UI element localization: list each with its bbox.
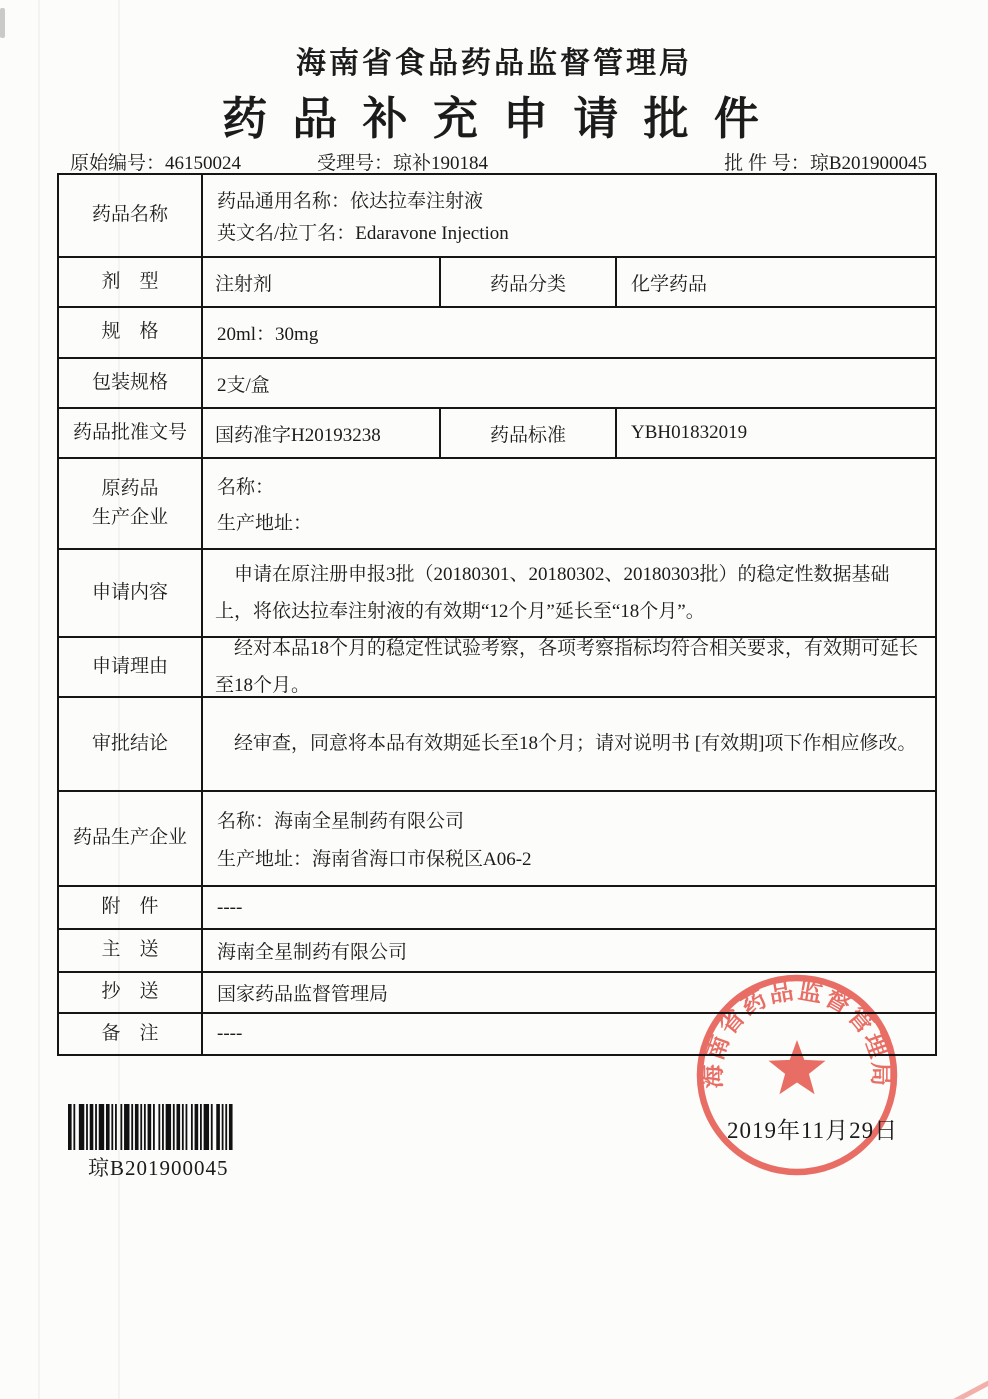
- value-main-send: 海南全星制药有限公司: [217, 942, 408, 963]
- label-attachment: 附 件: [59, 887, 203, 928]
- scan-smudge: [0, 8, 5, 38]
- table-row-specification: [59, 308, 935, 359]
- label-application-reason: 申请理由: [59, 638, 203, 696]
- label-approval-conclusion: 审批结论: [59, 698, 203, 790]
- orig-manufacturer-name: 名称：: [217, 476, 275, 498]
- generic-name: 药品通用名称：依达拉奉注射液: [217, 190, 484, 212]
- label-remark: 备 注: [59, 1014, 203, 1054]
- value-manufacturer: [203, 792, 935, 885]
- table-row-original-manufacturer: [59, 459, 935, 550]
- value-drug-category: 化学药品: [631, 273, 708, 295]
- value-copy-send: 国家药品监督管理局: [217, 984, 389, 1005]
- value-approval-conclusion: 经审查，同意将本品有效期延长至18个月；请对说明书 [有效期]项下作相应修改。: [234, 733, 917, 755]
- english-name: 英文名/拉丁名：Edaravone Injection: [217, 223, 509, 245]
- value-application-content: 申请在原注册申报3批（20180301、20180302、20180303批）的稳定性数据基础上，将依达拉奉注射液的有效期“12个月”延长至“18个月”。: [215, 563, 890, 622]
- table-row-approval-document-no: [59, 409, 935, 459]
- barcode: [68, 1104, 235, 1150]
- scan-artifact-line: [38, 0, 40, 1399]
- original-number: 原始编号：46150024: [70, 153, 242, 174]
- table-row-dosage-form: [59, 258, 935, 308]
- value-specification: 20ml：30mg: [217, 324, 319, 345]
- orig-manufacturer-address: 生产地址：: [217, 513, 313, 535]
- label-drug-category: 药品分类: [441, 258, 617, 306]
- table-row-drug-name: [59, 175, 935, 258]
- label-drug-standard: 药品标准: [441, 409, 617, 457]
- label-approval-document-no: 药品批准文号: [59, 409, 203, 457]
- label-pack-specification: 包装规格: [59, 359, 203, 407]
- value-drug-standard: YBH01832019: [631, 422, 748, 443]
- document-title: 药 品 补 充 申 请 批 件: [222, 94, 766, 144]
- barcode-text: 琼B201900045: [88, 1156, 229, 1180]
- table-row-pack-specification: [59, 359, 935, 409]
- approval-date: 2019年11月29日: [727, 1118, 899, 1143]
- table-row-manufacturer: [59, 792, 935, 887]
- value-pack-specification: 2支/盒: [217, 374, 270, 396]
- approval-table: [57, 173, 937, 1056]
- stamp-edge-artifact: [935, 1376, 988, 1399]
- star-icon: [769, 1040, 826, 1094]
- label-specification: 规 格: [59, 308, 203, 357]
- table-row-application-reason: [59, 638, 935, 698]
- approval-number: 批 件 号：琼B201900045: [724, 153, 927, 174]
- label-copy-send: 抄 送: [59, 973, 203, 1012]
- value-attachment: ----: [217, 896, 243, 918]
- document-numbers: [0, 148, 988, 172]
- table-row-main-send: [59, 930, 935, 973]
- issuing-authority: 海南省食品药品监督管理局: [296, 47, 692, 80]
- value-original-manufacturer: [203, 459, 935, 548]
- table-row-attachment: [59, 887, 935, 930]
- acceptance-number: 受理号：琼补190184: [317, 153, 489, 174]
- table-row-approval-conclusion: [59, 698, 935, 792]
- manufacturer-name: 名称：海南全星制药有限公司: [217, 810, 465, 832]
- label-main-send: 主 送: [59, 930, 203, 971]
- official-seal: [692, 970, 902, 1180]
- value-remark: ----: [217, 1023, 243, 1044]
- table-row-application-content: [59, 550, 935, 638]
- value-application-reason: 经对本品18个月的稳定性试验考察，各项考察指标均符合相关要求，有效期可延长至18个月。: [215, 637, 919, 696]
- seal-text: 海南省药品监督管理局: [700, 978, 894, 1089]
- manufacturer-address: 生产地址：海南省海口市保税区A06-2: [217, 849, 532, 871]
- label-dosage-form: 剂 型: [59, 258, 203, 306]
- label-drug-name: 药品名称: [59, 175, 203, 256]
- label-manufacturer: 药品生产企业: [59, 792, 203, 885]
- label-application-content: 申请内容: [59, 550, 203, 636]
- label-original-manufacturer: 原药品 生产企业: [59, 459, 203, 548]
- value-drug-name: [203, 175, 935, 256]
- value-approval-document-no: 国药准字H20193238: [203, 409, 441, 457]
- value-dosage-form: 注射剂: [203, 258, 441, 306]
- barcode-bars: [68, 1104, 233, 1150]
